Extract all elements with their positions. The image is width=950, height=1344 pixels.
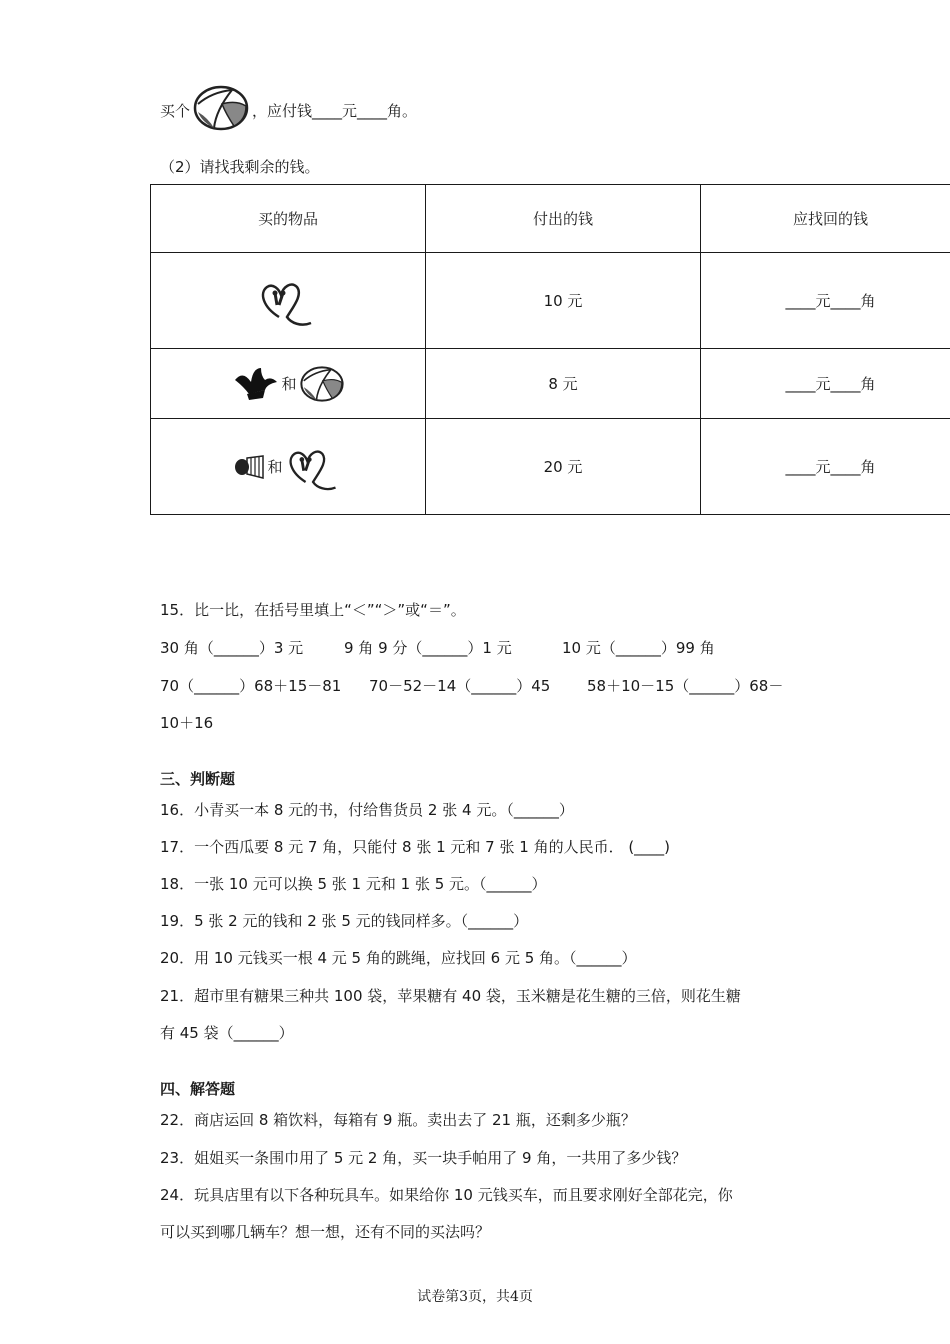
q15-r2-c: 58＋10－15（______）68－ bbox=[587, 677, 784, 695]
row3-paid: 20 元 bbox=[426, 419, 701, 515]
jester-hat-icon bbox=[231, 366, 279, 402]
row3-change: ____元____角 bbox=[701, 419, 950, 515]
q15-title: 15．比一比，在括号里填上“＜”“＞”或“＝”。 bbox=[160, 601, 466, 619]
q23: 23．姐姐买一条围巾用了 5 元 2 角，买一块手帕用了 9 角，一共用了多少钱？ bbox=[160, 1149, 687, 1167]
table-header-row bbox=[151, 185, 950, 253]
row2-items bbox=[151, 349, 426, 419]
jump-rope-icon bbox=[285, 440, 343, 494]
q15-r2-a: 70（______）68＋15－81 bbox=[160, 677, 342, 695]
q21-cont: 有 45 袋（______） bbox=[160, 1024, 294, 1042]
beach-ball-icon bbox=[192, 84, 250, 132]
q17: 17．一个西瓜要 8 元 7 角，只能付 8 张 1 元和 7 张 1 角的人民币． (____) bbox=[160, 838, 671, 856]
q15-r1-c: 10 元（______）99 角 bbox=[562, 639, 715, 657]
beach-ball-icon bbox=[299, 364, 345, 404]
row3-items bbox=[151, 419, 426, 515]
q18: 18．一张 10 元可以换 5 张 1 元和 1 张 5 元。（______） bbox=[160, 875, 547, 893]
row2-joiner: 和 bbox=[281, 375, 297, 393]
q24-cont: 可以买到哪几辆车？想一想，还有不同的买法吗？ bbox=[160, 1223, 491, 1241]
header-item: 买的物品 bbox=[151, 185, 426, 253]
q15-r3: 10＋16 bbox=[160, 714, 214, 732]
section4-heading: 四、解答题 bbox=[160, 1080, 236, 1098]
jump-rope-icon bbox=[257, 273, 319, 329]
q22: 22．商店运回 8 箱饮料，每箱有 9 瓶。卖出去了 21 瓶，还剩多少瓶？ bbox=[160, 1111, 636, 1129]
row1-change: ____元____角 bbox=[701, 253, 950, 349]
q14-prefix: 买个 bbox=[160, 102, 191, 120]
q15-r2-b: 70－52－14（______）45 bbox=[369, 677, 551, 695]
section3-heading: 三、判断题 bbox=[160, 770, 236, 788]
row2-paid: 8 元 bbox=[426, 349, 701, 419]
q21: 21．超市里有糖果三种共 100 袋，苹果糖有 40 袋，玉米糖是花生糖的三倍，则花生糖 bbox=[160, 987, 741, 1005]
q14-sub2: （2）请找我剩余的钱。 bbox=[160, 158, 320, 176]
table-row bbox=[151, 253, 950, 349]
change-table bbox=[150, 184, 950, 515]
q15-r1-a: 30 角（______）3 元 bbox=[160, 639, 304, 657]
row1-items bbox=[151, 253, 426, 349]
row1-paid: 10 元 bbox=[426, 253, 701, 349]
q19: 19．5 张 2 元的钱和 2 张 5 元的钱同样多。（______） bbox=[160, 912, 529, 930]
q16: 16．小青买一本 8 元的书，付给售货员 2 张 4 元。（______） bbox=[160, 801, 574, 819]
header-paid: 付出的钱 bbox=[426, 185, 701, 253]
q14-suffix: ，应付钱____元____角。 bbox=[252, 102, 418, 120]
shuttlecock-icon bbox=[233, 452, 265, 482]
q24: 24．玩具店里有以下各种玩具车。如果给你 10 元钱买车，而且要求刚好全部花完，你 bbox=[160, 1186, 733, 1204]
q20: 20．用 10 元钱买一根 4 元 5 角的跳绳，应找回 6 元 5 角。（______） bbox=[160, 949, 637, 967]
row2-change: ____元____角 bbox=[701, 349, 950, 419]
table-row bbox=[151, 419, 950, 515]
row3-joiner: 和 bbox=[267, 458, 283, 476]
table-row bbox=[151, 349, 950, 419]
page-footer: 试卷第3页，共4页 bbox=[417, 1289, 533, 1305]
q15-r1-b: 9 角 9 分（______）1 元 bbox=[344, 639, 512, 657]
header-change: 应找回的钱 bbox=[701, 185, 950, 253]
